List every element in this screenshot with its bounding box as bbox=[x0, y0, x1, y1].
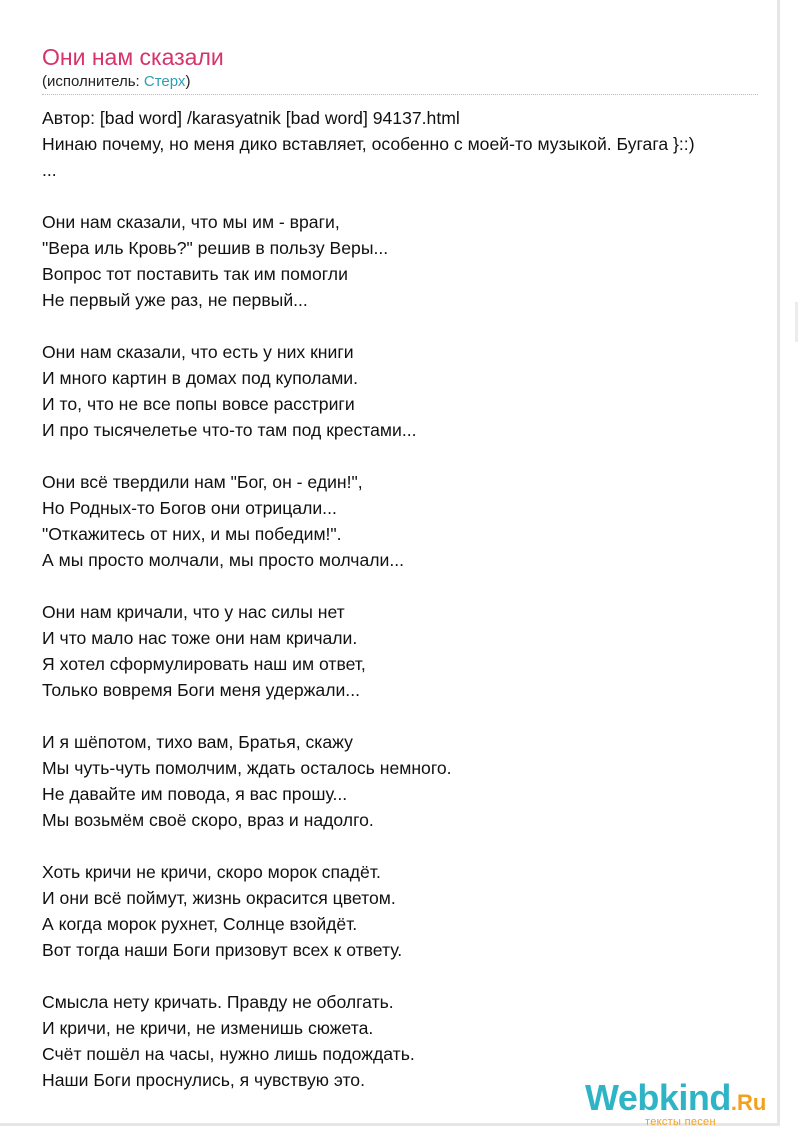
artist-prefix: (исполнитель: bbox=[42, 73, 144, 90]
lyric-line: "Вера иль Кровь?" решив в пользу Веры... bbox=[42, 238, 389, 258]
lyric-line: Хоть кричи не кричи, скоро морок спадёт. bbox=[42, 862, 381, 882]
artist-suffix: ) bbox=[185, 73, 191, 90]
stanza-gap bbox=[42, 703, 800, 729]
logo-main-text: Webkind bbox=[585, 1077, 731, 1118]
artist-line bbox=[42, 73, 190, 91]
stanza-gap bbox=[42, 443, 800, 469]
lyric-line: Только вовремя Боги меня удержали... bbox=[42, 680, 360, 700]
lyric-line: Они нам кричали, что у нас силы нет bbox=[42, 602, 345, 622]
lyric-line: Вопрос тот поставить так им помогли bbox=[42, 264, 348, 284]
lyric-line: Не первый уже раз, не первый... bbox=[42, 290, 308, 310]
lyrics-body bbox=[42, 105, 800, 1093]
lyric-line: Мы возьмём своё скоро, враз и надолго. bbox=[42, 810, 374, 830]
lyric-line: И то, что не все попы вовсе расстриги bbox=[42, 394, 355, 414]
lyric-line: Они нам сказали, что есть у них книги bbox=[42, 342, 354, 362]
webkind-logo[interactable] bbox=[585, 1077, 767, 1128]
lyric-line: И они всё поймут, жизнь окрасится цветом. bbox=[42, 888, 396, 908]
logo-tld-text: .Ru bbox=[730, 1090, 767, 1115]
lyric-line: Они нам сказали, что мы им - враги, bbox=[42, 212, 340, 232]
lyric-line: Не давайте им повода, я вас прошу... bbox=[42, 784, 348, 804]
lyric-line: И я шёпотом, тихо вам, Братья, скажу bbox=[42, 732, 353, 752]
lyric-line: Но Родных-то Богов они отрицали... bbox=[42, 498, 337, 518]
title-divider bbox=[42, 94, 758, 95]
lyrics-stanza bbox=[42, 209, 800, 313]
lyric-line: ... bbox=[42, 160, 57, 180]
lyric-line: И что мало нас тоже они нам кричали. bbox=[42, 628, 358, 648]
lyric-line: "Откажитесь от них, и мы победим!". bbox=[42, 524, 342, 544]
lyric-line: Нинаю почему, но меня дико вставляет, особенно с моей-то музыкой. Бугага }::) bbox=[42, 134, 695, 154]
lyric-line: И про тысячелетье что-то там под крестами... bbox=[42, 420, 417, 440]
lyric-line: Я хотел сформулировать наш им ответ, bbox=[42, 654, 366, 674]
lyrics-stanza bbox=[42, 339, 800, 443]
stanza-gap bbox=[42, 833, 800, 859]
stanza-gap bbox=[42, 573, 800, 599]
lyric-line: Мы чуть-чуть помолчим, ждать осталось немного. bbox=[42, 758, 452, 778]
lyric-line: И много картин в домах под куполами. bbox=[42, 368, 358, 388]
stanza-gap bbox=[42, 183, 800, 209]
lyric-line: Счёт пошёл на часы, нужно лишь подождать. bbox=[42, 1044, 415, 1064]
lyrics-stanza bbox=[42, 599, 800, 703]
lyrics-stanza bbox=[42, 729, 800, 833]
lyric-line: И кричи, не кричи, не изменишь сюжета. bbox=[42, 1018, 374, 1038]
lyric-line: А мы просто молчали, мы просто молчали... bbox=[42, 550, 405, 570]
stanza-gap bbox=[42, 313, 800, 339]
lyric-line: А когда морок рухнет, Солнце взойдёт. bbox=[42, 914, 358, 934]
lyric-line: Смысла нету кричать. Правду не оболгать. bbox=[42, 992, 394, 1012]
lyric-line: Вот тогда наши Боги призовут всех к ответу. bbox=[42, 940, 403, 960]
lyrics-stanza bbox=[42, 859, 800, 963]
lyric-line: Наши Боги проснулись, я чувствую это. bbox=[42, 1070, 365, 1090]
lyric-line: Автор: [bad word] /karasyatnik [bad word] 94137.html bbox=[42, 108, 460, 128]
lyric-line: Они всё твердили нам "Бог, он - един!", bbox=[42, 472, 363, 492]
lyrics-intro bbox=[42, 105, 800, 183]
lyrics-stanza bbox=[42, 469, 800, 573]
logo-subtitle: тексты песен bbox=[645, 1116, 716, 1128]
stanza-gap bbox=[42, 963, 800, 989]
artist-link[interactable]: Стерх bbox=[143, 73, 186, 90]
song-title: Они нам сказали bbox=[42, 44, 224, 70]
